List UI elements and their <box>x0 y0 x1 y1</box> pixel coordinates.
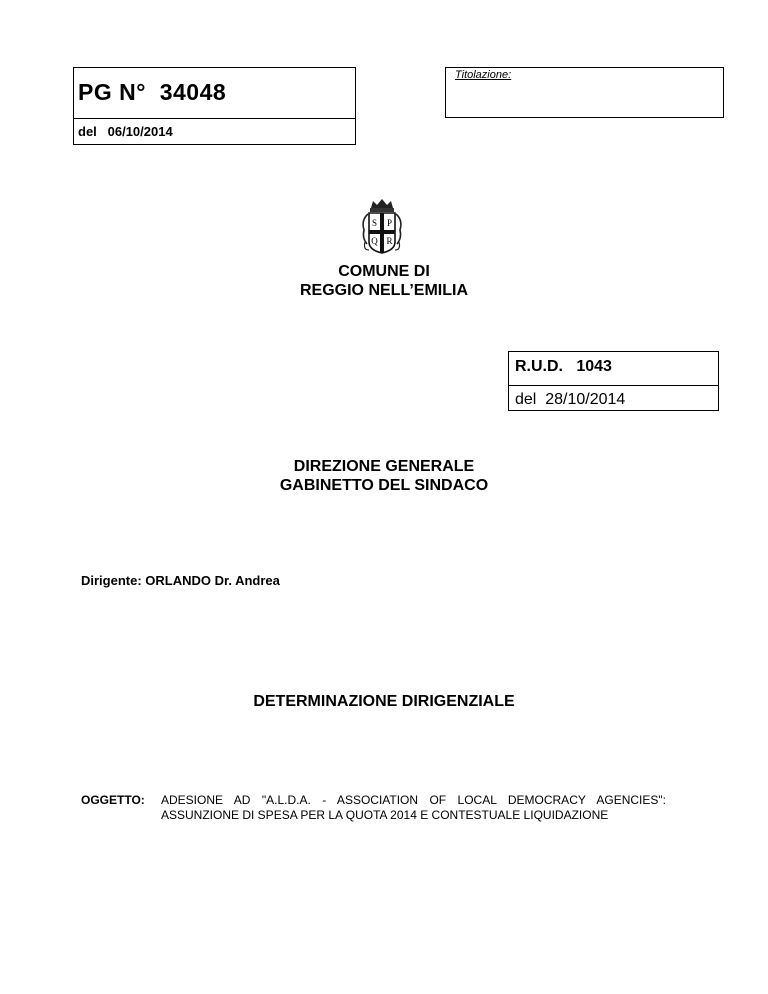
crest-letter-p: P <box>386 218 393 228</box>
manager-name: Dirigente: ORLANDO Dr. Andrea <box>81 573 280 588</box>
crest-letter-q: Q <box>371 236 378 246</box>
titolazione-label: Titolazione: <box>455 69 512 81</box>
municipality-line-1: COMUNE DI <box>338 263 430 280</box>
protocol-number-cell <box>74 68 355 119</box>
document-type-title: DETERMINAZIONE DIRIGENZIALE <box>253 693 515 710</box>
rud-box <box>508 351 719 411</box>
rud-number-cell <box>509 352 718 386</box>
titolazione-box <box>445 67 724 118</box>
municipality-line-2: REGGIO NELL’EMILIA <box>299 282 468 299</box>
protocol-number: PG N° 34048 <box>78 79 227 105</box>
department-line-2: GABINETTO DEL SINDACO <box>279 477 489 494</box>
crest-letter-r: R <box>386 236 393 246</box>
department-line-1: DIREZIONE GENERALE <box>293 458 475 475</box>
municipality-name <box>0 262 768 300</box>
department-name <box>0 457 768 495</box>
rud-date: del 28/10/2014 <box>515 391 626 408</box>
coat-of-arms-icon <box>359 198 405 256</box>
crest-letter-s: S <box>371 218 378 228</box>
subject-label: OGGETTO: <box>81 793 145 807</box>
rud-number: R.U.D. 1043 <box>515 358 612 375</box>
protocol-date: del 06/10/2014 <box>78 124 173 139</box>
protocol-box <box>73 67 356 145</box>
subject-text: ADESIONE AD "A.L.D.A. - ASSOCIATION OF LOCAL DEMOCRACY AGENCIES": ASSUNZIONE DI SPESA PER LA QUOTA 2014 E CONTESTUALE LIQUIDAZIONE <box>161 793 666 822</box>
